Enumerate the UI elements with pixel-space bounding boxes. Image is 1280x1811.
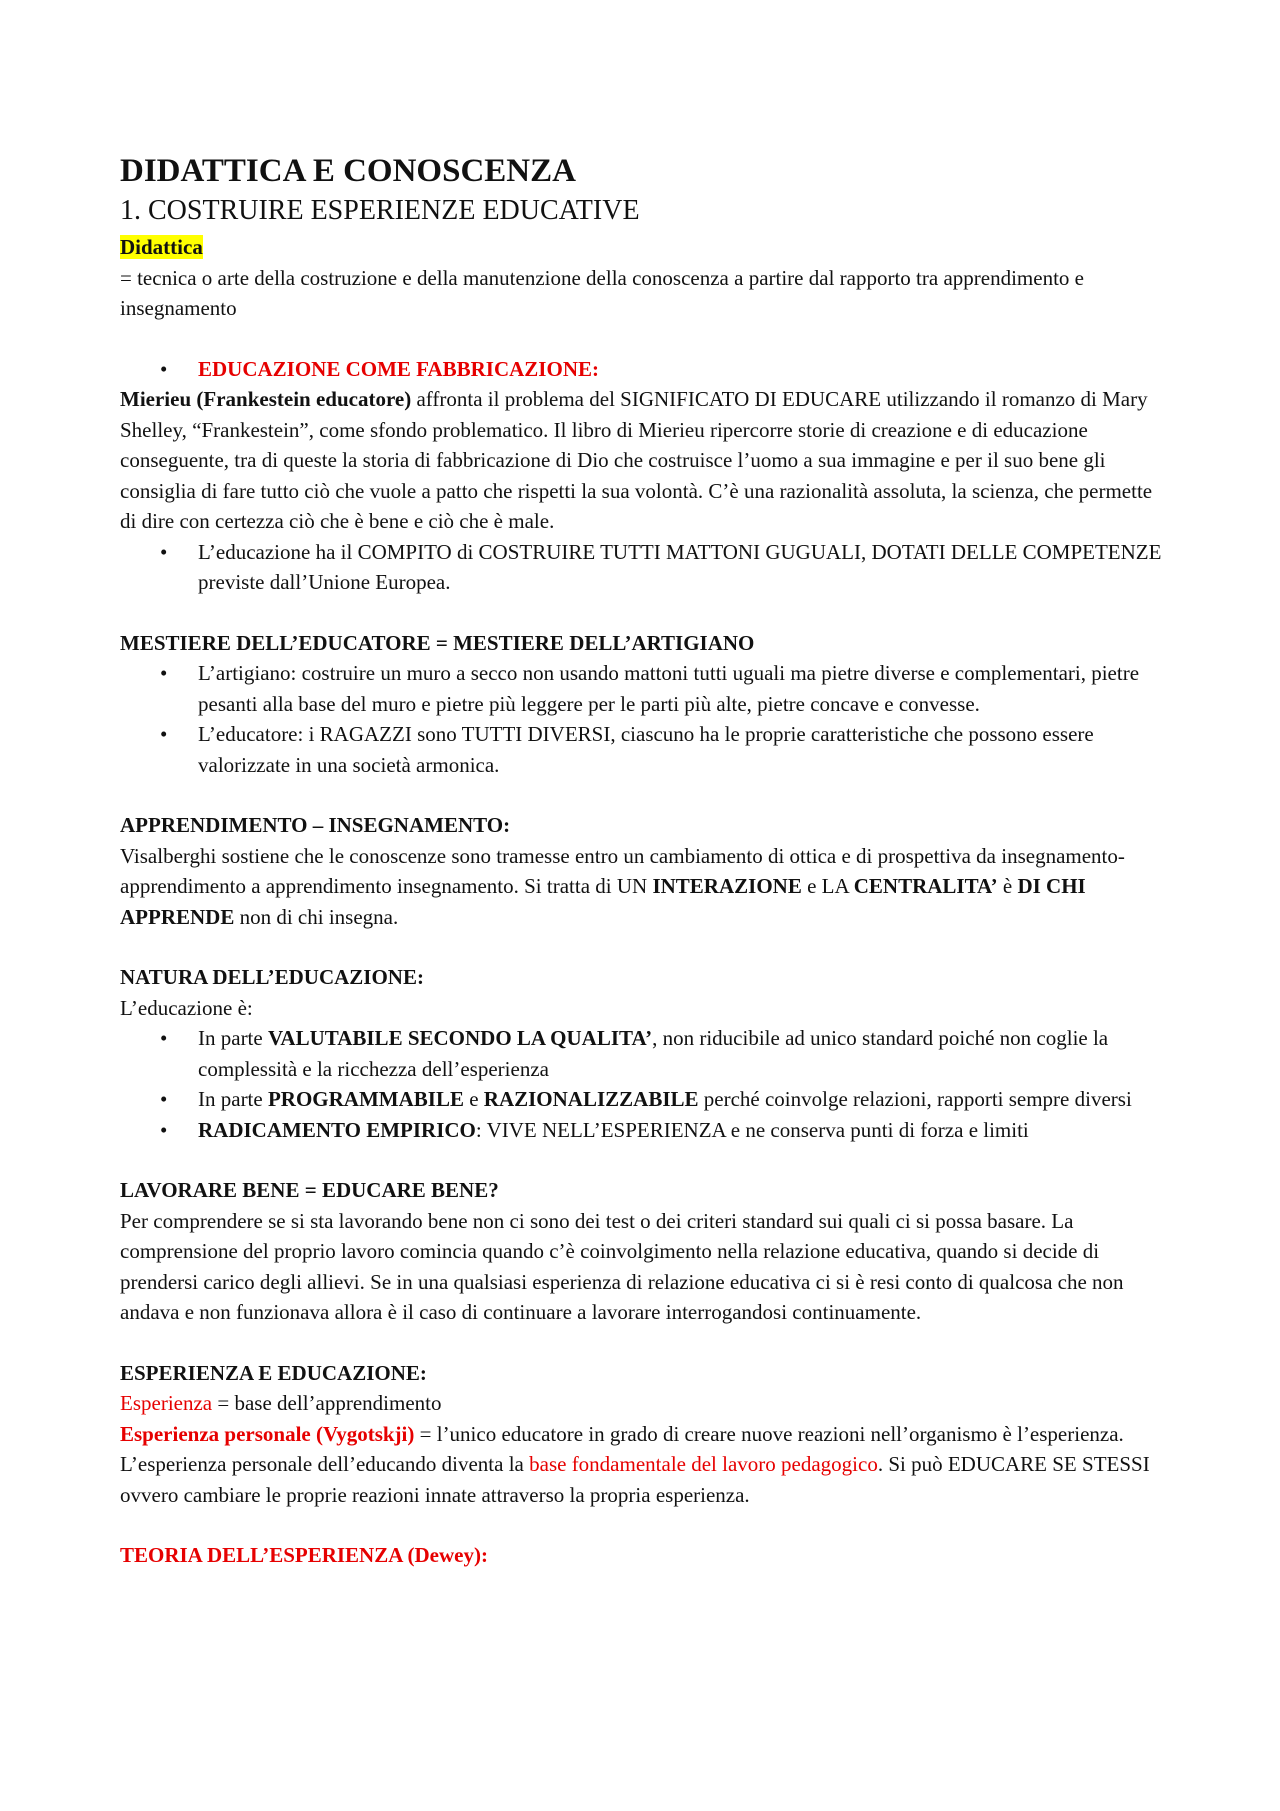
text-run: perché coinvolge relazioni, rapporti sempre diversi bbox=[698, 1087, 1132, 1111]
text-run: RAZIONALIZZABILE bbox=[483, 1087, 699, 1111]
text-run: : VIVE NELL’ESPERIENZA e ne conserva punti di forza e limiti bbox=[475, 1117, 1029, 1142]
highlighted-term: Didattica bbox=[120, 235, 203, 259]
list-item bbox=[120, 354, 1172, 385]
natura-bullets bbox=[120, 1023, 1172, 1145]
text-run: , non riducibile ad unico standard poiché non coglie la complessità e la ricchezza dell’esperienza bbox=[198, 1026, 1109, 1081]
text-run: INTERAZIONE bbox=[652, 874, 802, 898]
fabbricazione-paragraph bbox=[120, 384, 1172, 537]
fabbricazione-heading: EDUCAZIONE COME FABBRICAZIONE: bbox=[198, 356, 599, 381]
document-body bbox=[120, 150, 1172, 1571]
natura-intro: L’educazione è: bbox=[120, 995, 253, 1020]
esperienza-line-1 bbox=[120, 1388, 1172, 1419]
text-run: = l’unico educatore in grado di creare nuove reazioni nell’organismo è l’esperienza. L’esperienza personale dell’educando diventa la bbox=[120, 1421, 1124, 1476]
list-item bbox=[120, 537, 1172, 598]
text-run: = base dell’apprendimento bbox=[212, 1391, 442, 1415]
mestiere-bullets bbox=[120, 658, 1172, 780]
fabbricazione-heading-list bbox=[120, 354, 1172, 385]
text-run: RADICAMENTO EMPIRICO bbox=[198, 1117, 476, 1142]
list-item bbox=[120, 658, 1172, 719]
text-run: CENTRALITA’ bbox=[853, 874, 998, 898]
text-run: e LA bbox=[801, 874, 854, 898]
text-run: PROGRAMMABILE bbox=[267, 1087, 464, 1111]
bullet-icon: • bbox=[160, 661, 168, 685]
esperienza-heading: ESPERIENZA E EDUCAZIONE: bbox=[120, 1360, 427, 1385]
text-run: e bbox=[463, 1087, 484, 1111]
bullet-icon: • bbox=[160, 1087, 168, 1111]
text-run: DI CHI APPRENDE bbox=[120, 874, 1086, 929]
bullet-icon: • bbox=[160, 1026, 168, 1050]
section-title: 1. COSTRUIRE ESPERIENZE EDUCATIVE bbox=[120, 195, 640, 226]
list-item-text: L’educazione ha il COMPITO di COSTRUIRE TUTTI MATTONI GUGUALI, DOTATI DELLE COMPETENZE previste dall’Unione Europea. bbox=[198, 539, 1162, 594]
list-item bbox=[120, 1084, 1172, 1115]
list-item-text: L’artigiano: costruire un muro a secco non usando mattoni tutti uguali ma pietre diverse e complementari, pietre pesanti alla base del muro e pietre più leggere per le parti più alte, pietre concave e convesse. bbox=[198, 661, 1140, 716]
list-item bbox=[120, 719, 1172, 780]
text-run: In parte bbox=[198, 1026, 268, 1050]
lavorare-paragraph: Per comprendere se si sta lavorando bene non ci sono dei test o dei criteri standard sui quali ci si possa basare. La comprensione del proprio lavoro comincia quando c’è coinvolgimento nella relazione educativa, quando si decide di prendersi carico degli allievi. Se in una qualsiasi esperienza di relazione educativa ci si è resi conto di qualcosa che non andava e non funzionava allora è il caso di continuare a lavorare interrogandosi continuamente. bbox=[120, 1208, 1124, 1324]
lavorare-heading: LAVORARE BENE = EDUCARE BENE? bbox=[120, 1178, 499, 1202]
text-run: VALUTABILE SECONDO LA QUALITA’ bbox=[267, 1026, 653, 1050]
text-run: Esperienza personale (Vygotskji) bbox=[120, 1421, 415, 1446]
esperienza-line-2 bbox=[120, 1419, 1172, 1511]
list-item bbox=[120, 1023, 1172, 1084]
fabbricazione-bullets bbox=[120, 537, 1172, 598]
text-run: è bbox=[997, 874, 1018, 898]
list-item bbox=[120, 1115, 1172, 1146]
list-item-text: L’educatore: i RAGAZZI sono TUTTI DIVERSI, ciascuno ha le proprie caratteristiche che possono essere valorizzate in una società armonica. bbox=[198, 722, 1094, 777]
text-run: base fondamentale del lavoro pedagogico bbox=[529, 1452, 878, 1476]
text-run: Frankestein educatore) bbox=[203, 387, 412, 411]
bullet-icon: • bbox=[160, 1117, 168, 1142]
apprendimento-paragraph bbox=[120, 841, 1172, 933]
didattica-term bbox=[120, 232, 1172, 263]
text-run: Mierieu ( bbox=[120, 387, 204, 411]
text-run: In parte bbox=[198, 1087, 268, 1111]
text-run: affronta il problema del SIGNIFICATO DI EDUCARE utilizzando il romanzo di Mary Shelley, “Frankestein”, come sfondo problematico. Il libro di Mierieu ripercorre storie di creazione e di educazione conseguente, tra di queste la storia di fabbricazione di Dio che costruisce l’uomo a sua immagine e per il suo bene gli consiglia di fare tutto ciò che vuole a patto che rispetti la sua volontà. C’è una razionalità assoluta, la scienza, che permette di dire con certezza ciò che è bene e ciò che è male. bbox=[120, 387, 1153, 533]
bullet-icon: • bbox=[160, 539, 168, 564]
text-run: Esperienza bbox=[120, 1391, 213, 1415]
didattica-definition: = tecnica o arte della costruzione e della manutenzione della conoscenza a partire dal rapporto tra apprendimento e insegnamento bbox=[120, 265, 1084, 320]
bullet-icon: • bbox=[160, 722, 168, 746]
bullet-icon: • bbox=[160, 356, 168, 381]
text-run: Visalberghi sostiene che le conoscenze sono tramesse entro un cambiamento di ottica e di prospettiva da insegnamento-apprendimento a apprendimento insegnamento. Si tratta di UN bbox=[120, 843, 1125, 898]
teoria-heading: TEORIA DELL’ESPERIENZA (Dewey): bbox=[120, 1543, 488, 1567]
mestiere-heading: MESTIERE DELL’EDUCATORE = MESTIERE DELL’ARTIGIANO bbox=[120, 630, 755, 655]
text-run: non di chi insegna. bbox=[234, 904, 399, 929]
natura-heading: NATURA DELL’EDUCAZIONE: bbox=[120, 965, 424, 989]
text-run: . Si può EDUCARE SE STESSI ovvero cambiare le proprie reazioni innate attraverso la propria esperienza. bbox=[120, 1452, 1150, 1507]
page-title: DIDATTICA E CONOSCENZA bbox=[120, 153, 576, 189]
apprendimento-heading: APPRENDIMENTO – INSEGNAMENTO: bbox=[120, 813, 511, 837]
